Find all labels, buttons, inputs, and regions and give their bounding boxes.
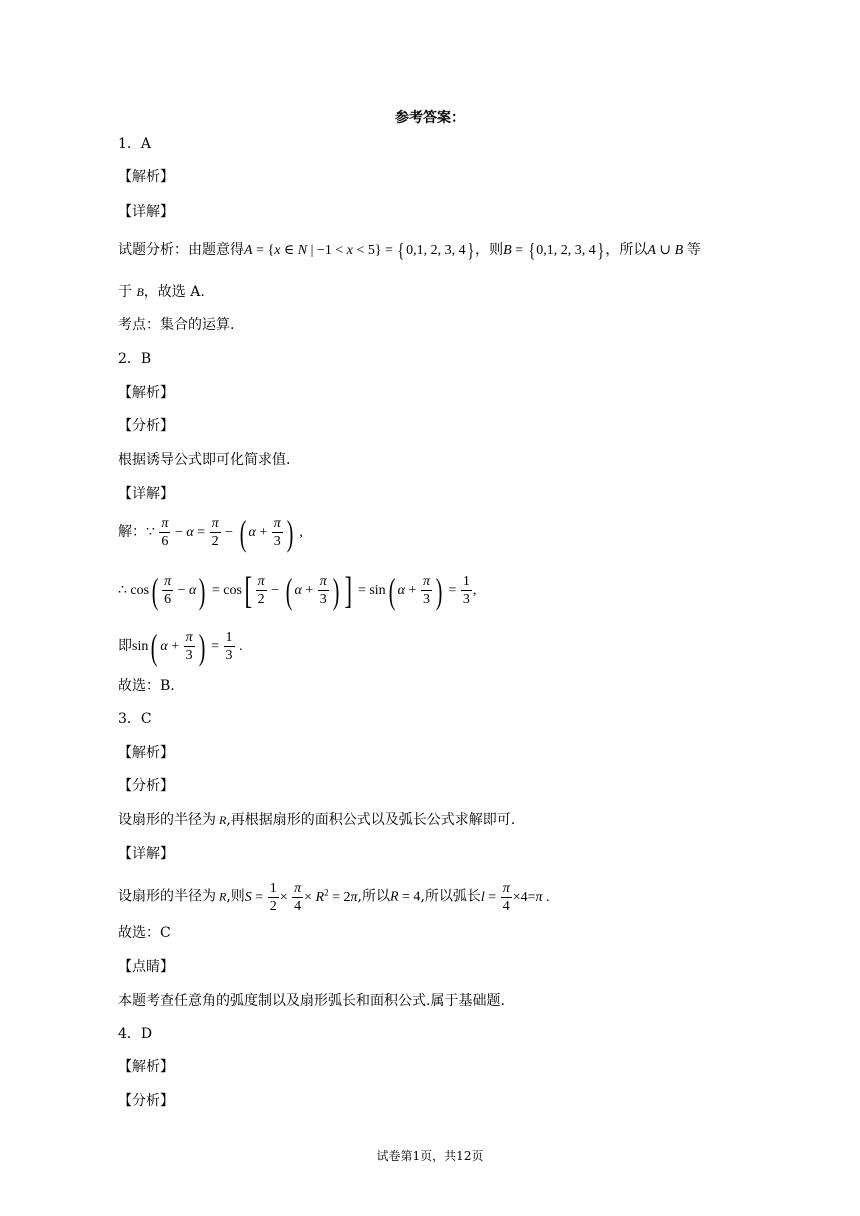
q2-xiangjie-label: 【详解】 xyxy=(118,486,174,502)
q3-area-formula: S = $\frac{1}{2}$ × $\frac{\pi}{4}$ × $R^2 = 2\pi$ xyxy=(244,880,358,914)
q2-jiexi-label: 【解析】 xyxy=(118,385,174,401)
q1-text-d: 等 xyxy=(686,242,701,258)
q3-arc-formula: l = $\frac{\pi}{4}$ ×4=π . xyxy=(480,880,550,914)
q2-step2 xyxy=(118,570,476,611)
q3-dianjing-label: 【点睛】 xyxy=(118,959,174,975)
q3-jiexi-label: 【解析】 xyxy=(118,745,174,761)
q3-detail-d: ,所以弧长 xyxy=(420,888,481,905)
q1-number: 1．A xyxy=(118,136,152,152)
q1-line2-a: 于 xyxy=(118,284,132,300)
q3-fenxi-label: 【分析】 xyxy=(118,778,174,794)
q1-b-symbol: B xyxy=(136,285,144,299)
q3-r-symbol-2: R xyxy=(216,889,227,904)
q3-analysis-a: 设扇形的半径为 xyxy=(118,812,216,828)
q1-detail-line xyxy=(118,240,701,261)
q2-fenxi-label: 【分析】 xyxy=(118,418,174,434)
q2-analysis: 根据诱导公式即可化简求值. xyxy=(118,452,291,468)
q3-number: 3．C xyxy=(118,711,152,727)
q2-sol-prefix: 解： xyxy=(118,524,146,540)
q2-number: 2．B xyxy=(118,351,152,367)
q3-r-value: R = 4 xyxy=(389,889,421,905)
q4-number: 4．D xyxy=(118,1026,153,1042)
page-title: 参考答案： xyxy=(395,110,465,126)
q1-union-formula: A ∪ B xyxy=(647,243,684,258)
q2-step2-formula: ∴ cos( $\frac{\pi}{6}$ − α) = cos[ $\frac{\pi}{2}$ − ( α + $\frac{\pi}{3}$ ) ] = sin( α + $\frac{\pi}{3}$ ) = $\frac{1}{3}$ , xyxy=(118,569,477,612)
q2-answer: 故选：B. xyxy=(118,678,175,694)
q2-step1-formula: ∵ $\frac{\pi}{6}$ − α = $\frac{\pi}{2}$ − ( α + $\frac{\pi}{3}$ ) , xyxy=(146,512,303,553)
q3-detail xyxy=(118,874,550,916)
q1-text-b: ，则 xyxy=(475,242,504,258)
q3-detail-b: ,则 xyxy=(226,888,245,905)
q1-jiexi-label: 【解析】 xyxy=(118,169,174,185)
q1-kaodian: 考点：集合的运算. xyxy=(118,317,235,333)
q3-comment: 本题考查任意角的弧度制以及扇形弧长和面积公式.属于基础题. xyxy=(118,993,505,1009)
q1-set-a-formula: A = {x ∈ N | −1 < x < 5} = {0,1, 2, 3, 4} xyxy=(244,239,474,262)
page-footer: 试卷第1页，共12页 xyxy=(376,1149,484,1163)
q3-analysis xyxy=(118,810,515,830)
q1-text-c: ，所以 xyxy=(605,242,648,258)
q3-detail-a: 设扇形的半径为 xyxy=(118,888,216,905)
q1-detail-line2 xyxy=(118,282,205,302)
q1-set-b-formula: B = {0,1, 2, 3, 4} xyxy=(503,239,604,262)
q3-analysis-b: ,再根据扇形的面积公式以及弧长公式求解即可. xyxy=(226,812,516,828)
q1-xiangjie-label: 【详解】 xyxy=(118,204,174,220)
q3-xiangjie-label: 【详解】 xyxy=(118,846,174,862)
q3-r-symbol: R xyxy=(216,813,227,827)
q4-fenxi-label: 【分析】 xyxy=(118,1093,174,1109)
q2-step3-formula: sin( α + $\frac{\pi}{3}$ ) = $\frac{1}{3}$ . xyxy=(132,626,243,667)
q3-detail-c: ,所以 xyxy=(357,888,390,905)
q1-line2-b: ，故选 A. xyxy=(143,284,205,300)
q2-step3 xyxy=(118,628,243,665)
q3-answer: 故选：C xyxy=(118,925,171,941)
q4-jiexi-label: 【解析】 xyxy=(118,1059,174,1075)
q2-ji-prefix: 即 xyxy=(118,638,132,654)
q1-text-a: 试题分析：由题意得 xyxy=(118,242,244,258)
q2-step1 xyxy=(118,514,303,551)
